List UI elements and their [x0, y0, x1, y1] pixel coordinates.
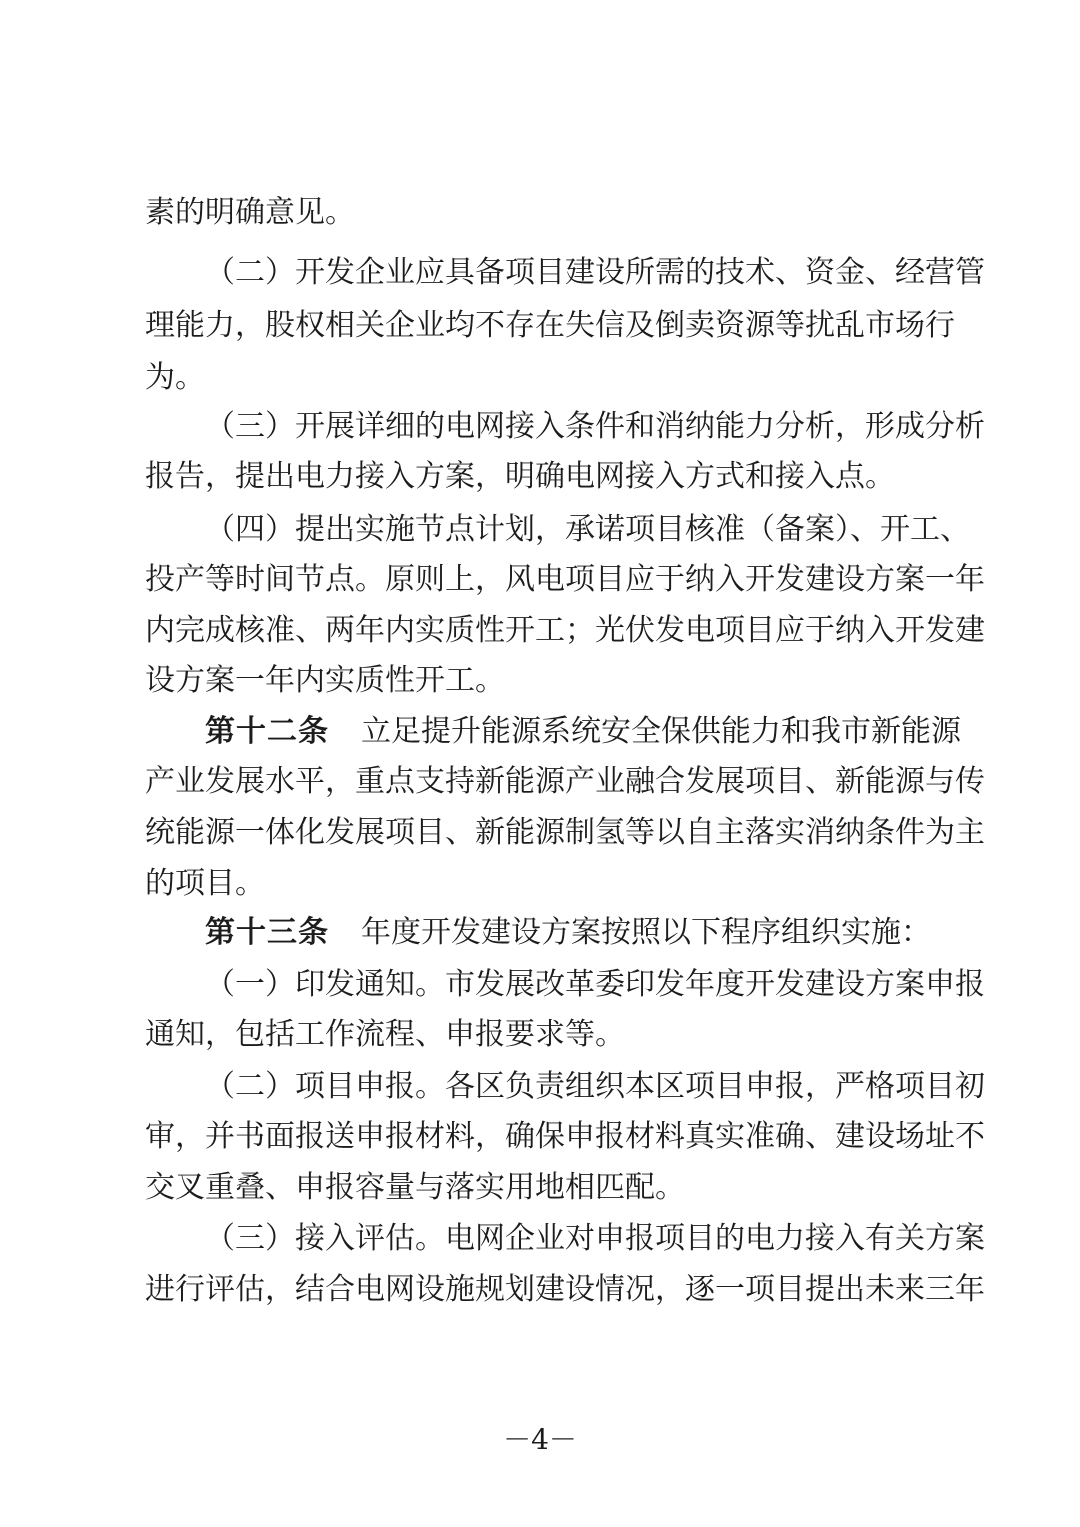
body-line: 立足提升能源系统安全保供能力和我市新能源 — [361, 714, 961, 749]
body-line: 设方案一年内实质性开工。 — [145, 663, 505, 698]
body-line: （四）提出实施节点计划，承诺项目核准（备案）、开工、 — [205, 512, 970, 547]
body-line: 进行评估，结合电网设施规划建设情况，逐一项目提出未来三年 — [145, 1272, 985, 1307]
body-line: 报告，提出电力接入方案，明确电网接入方式和接入点。 — [145, 459, 895, 494]
page-number: －4－ — [503, 1423, 577, 1456]
body-line: 交叉重叠、申报容量与落实用地相匹配。 — [145, 1170, 685, 1205]
body-line: （一）印发通知。市发展改革委印发年度开发建设方案申报 — [205, 967, 985, 1002]
body-line: 投产等时间节点。原则上，风电项目应于纳入开发建设方案一年 — [145, 562, 985, 597]
body-line: 素的明确意见。 — [145, 195, 355, 230]
body-line: 统能源一体化发展项目、新能源制氢等以自主落实消纳条件为主 — [145, 815, 985, 850]
body-line: （三）接入评估。电网企业对申报项目的电力接入有关方案 — [205, 1221, 985, 1256]
body-line: （三）开展详细的电网接入条件和消纳能力分析，形成分析 — [205, 409, 985, 444]
body-line: 为。 — [145, 360, 205, 395]
body-line: 产业发展水平，重点支持新能源产业融合发展项目、新能源与传 — [145, 764, 985, 799]
body-line: （二）开发企业应具备项目建设所需的技术、资金、经营管 — [205, 255, 985, 290]
article-13-label: 第十三条 — [205, 915, 329, 950]
article-12-line — [205, 712, 1005, 752]
body-line: 年度开发建设方案按照以下程序组织实施： — [361, 915, 931, 950]
article-12-label: 第十二条 — [205, 714, 329, 749]
body-line: 内完成核准、两年内实质性开工；光伏发电项目应于纳入开发建 — [145, 613, 985, 648]
body-line: 通知，包括工作流程、申报要求等。 — [145, 1017, 625, 1052]
body-line: 的项目。 — [145, 866, 265, 901]
body-line: 理能力，股权相关企业均不存在失信及倒卖资源等扰乱市场行 — [145, 308, 955, 343]
body-line: （二）项目申报。各区负责组织本区项目申报，严格项目初 — [205, 1069, 985, 1104]
body-line: 审，并书面报送申报材料，确保申报材料真实准确、建设场址不 — [145, 1119, 985, 1154]
article-13-line — [205, 913, 1005, 953]
